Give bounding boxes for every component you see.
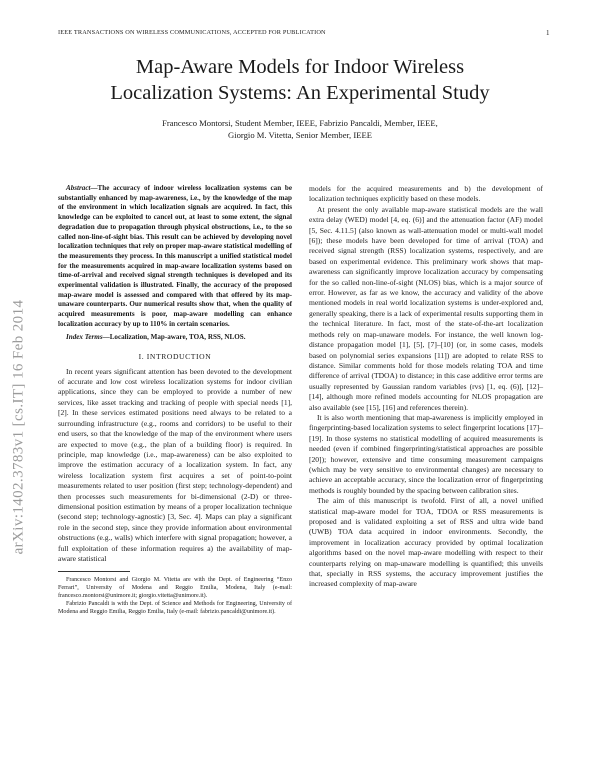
footnote: Francesco Montorsi and Giorgio M. Vitetta are with the Dept. of Engineering “Enzo Ferrari”, University of Modena and Reggio Emilia, Modena, Italy (e-mail: francesco.montorsi@unimore.it; giorgio.vitetta@unimore.it). bbox=[58, 577, 292, 600]
index-terms bbox=[58, 333, 292, 343]
author-list bbox=[0, 117, 600, 141]
title-line-2: Localization Systems: An Experimental Study bbox=[110, 81, 490, 104]
authors-line-2: Giorgio M. Vitetta, Senior Member, IEEE bbox=[228, 130, 372, 140]
abstract-paragraph bbox=[58, 184, 292, 330]
page-number: 1 bbox=[546, 29, 550, 37]
body-paragraph: At present the only available map-aware statistical models are the wall extra delay (WED) model [4, eq. (6)] and the attenuation factor (AF) model [5, Sec. 4.11.5] (also known as wall-attenuation model or multi-wall model [6]); these models have been developed for time of arrival (TOA) and received signal strength (RSS) localization systems, respectively, and are based on experimental evidence. This preliminary work shows that map-awareness can significantly improve localization accuracy by compensating for the so called non-line-of-sight (NLOS) bias, which is a major source of error. However, as far as we know, the accuracy and validity of the above mentioned models in real world localization systems is under-explored and, generally speaking, there is a lack of experimental results supporting them in the technical literature. In fact, most of the state-of-the-art localization methods rely on map-unaware models. For instance, the well known log-distance propagation model [1], [5], [7]–[10] (or, in some cases, models based on polynomial series expansions [11]) are adopted to relate RSS to distance. Similar comments hold for those models relating TOA and time difference of arrival (TDOA) to distance; in this case additive error terms are usually represented by Gaussian random variables (rvs) [1, eq. (6)], [12]–[14], although more refined models accounting for NLOS propagation are also available (see [15], [16] and references therein). bbox=[309, 204, 543, 412]
footnote: Fabrizio Pancaldi is with the Dept. of Science and Methods for Engineering, University of Modena and Reggio Emilia, Reggio Emilia, Italy (e-mail: fabrizio.pancaldi@unimore.it). bbox=[58, 601, 292, 616]
right-column bbox=[309, 184, 543, 590]
body-paragraph: models for the acquired measurements and b) the development of localization techniques explicitly based on these models. bbox=[309, 184, 543, 204]
index-terms-label: Index Terms bbox=[66, 332, 103, 341]
body-paragraph: The aim of this manuscript is twofold. First of all, a novel unified statistical map-aware model for TOA, TDOA or RSS measurements is proposed and is validated exploiting a set of RSS and ultra wide band (UWB) TOA data acquired in indoor environments. Secondly, the improvement in localization accuracy provided by optimal localization algorithms based on the novel map-aware modelling with respect to their counterparts relying on map-unaware modelling is quantified; this unveils that, specially in RSS systems, the accuracy improvement justifies the increased complexity of map-aware bbox=[309, 496, 543, 589]
abstract-text: —The accuracy of indoor wireless localization systems can be substantially enhanced by map-awareness, i.e., by the knowledge of the map of the environment in which localization signals are acquired. In fact, this knowledge can be exploited to cancel out, at least to some extent, the signal degradation due to propagation through physical obstructions, i.e., to the so called non-line-of-sight bias. This result can be achieved by developing novel localization techniques that rely on proper map-aware statistical modelling of the measurements they process. In this manuscript a unified statistical model for the measurements acquired in map-aware localization systems based on time-of-arrival and received signal strength techniques is developed and its experimental validation is illustrated. Finally, the accuracy of the proposed map-aware model is assessed and compared with that offered by its map-unaware counterparts. Our numerical results show that, when the quality of acquired measurements is poor, map-aware modelling can enhance localization accuracy by up to 110% in certain scenarios. bbox=[58, 184, 292, 328]
title-line-1: Map-Aware Models for Indoor Wireless bbox=[135, 56, 465, 78]
left-column bbox=[58, 184, 292, 616]
body-paragraph: In recent years significant attention has been devoted to the development of accurate and low cost wireless localization systems for indoor civilian applications, since they can be employed to provide a number of new services, like asset tracking and tracking of people with special needs [1], [2]. In these services estimated positions need always to be related to a surrounding infrastructure (e.g., rooms and corridors) to be useful to their end users, so that the knowledge of the map of the environment where users are expected to move (e.g., the plan of a building floor) is required. In principle, map knowledge (i.e., map-awareness) can be also exploited to improve the estimation accuracy of a localization system. In fact, any wireless localization system first acquires a set of point-to-point measurements related to user position (first step; technology-dependent) and then processes such measurements for bi-dimensional (2-D) or three-dimensional position estimation by means of a proper localization technique (second step; technology-agnostic) [3, Sec. 4]. Maps can play a significant role in the second step, since they provide information about environmental obstructions (e.g., walls) which interfere with signal propagation; however, a full exploitation of these information requires a) the availability of map-aware statistical bbox=[58, 366, 292, 563]
index-terms-text: —Localization, Map-aware, TOA, RSS, NLOS. bbox=[102, 332, 246, 341]
body-paragraph: It is also worth mentioning that map-awareness is implicitly employed in fingerprinting-based localization systems to select fingerprint locations [17]–[19]. In those systems no statistical modelling of acquired measurements is needed (even if combined fingerprinting/statistical approaches are possible [20]); however, extensive and time consuming measurement campaigns (which may be very sensitive to environmental changes) are necessary to achieve an acceptable accuracy, since the localization error of fingerprinting methods is roughly bounded by the spacing between calibration sites. bbox=[309, 412, 543, 495]
section-heading: I. INTRODUCTION bbox=[138, 352, 212, 362]
running-head: IEEE TRANSACTIONS ON WIRELESS COMMUNICATIONS, ACCEPTED FOR PUBLICATION bbox=[58, 29, 326, 36]
footnote-rule bbox=[58, 571, 130, 572]
abstract bbox=[58, 184, 292, 342]
paper-title bbox=[0, 55, 600, 106]
abstract-label: Abstract bbox=[66, 184, 91, 192]
authors-line-1: Francesco Montorsi, Student Member, IEEE, Fabrizio Pancaldi, Member, IEEE, bbox=[162, 118, 438, 128]
arxiv-stamp bbox=[1, 193, 37, 661]
arxiv-identifier: arXiv:1402.3783v1 [cs.IT] 16 Feb 2014 bbox=[10, 299, 27, 555]
